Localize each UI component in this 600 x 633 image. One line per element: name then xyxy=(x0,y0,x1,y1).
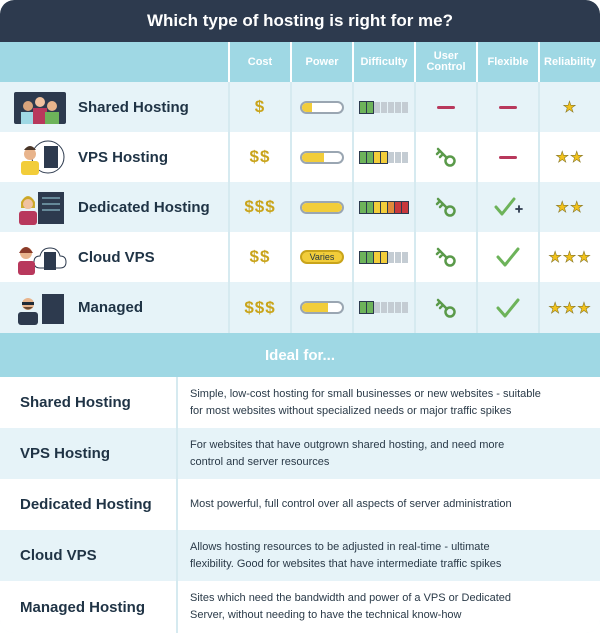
ideal-description xyxy=(176,581,586,633)
difficulty-segment xyxy=(367,302,373,313)
power-fill xyxy=(302,103,312,112)
difficulty-segment xyxy=(395,252,401,263)
flexible-cell xyxy=(476,182,538,232)
difficulty-segment xyxy=(388,152,394,163)
reliability-cell xyxy=(538,182,600,232)
row-name-cell xyxy=(0,82,228,132)
ideal-description-line: for most websites without specialized needs or major traffic spikes xyxy=(190,404,512,417)
column-header-user-control: User Control xyxy=(414,42,476,82)
reliability-cell xyxy=(538,82,600,132)
star-rating-icon: ★ xyxy=(562,99,578,116)
ideal-name: Shared Hosting xyxy=(20,394,131,411)
power-bar xyxy=(300,201,344,214)
row-label-vps-hosting: VPS Hosting xyxy=(78,148,169,166)
flexible-cell xyxy=(476,82,538,132)
power-cell xyxy=(290,282,352,333)
ideal-name: Managed Hosting xyxy=(20,598,146,616)
power-bar xyxy=(300,101,344,114)
row-label-cloud-vps: Cloud VPS xyxy=(78,248,155,266)
user-control-cell xyxy=(414,82,476,132)
check-plus-icon xyxy=(493,195,523,219)
key-icon xyxy=(434,245,458,269)
power-fill xyxy=(302,203,342,212)
cost-value: $$$ xyxy=(244,197,276,216)
difficulty-segment xyxy=(395,152,401,163)
table-row xyxy=(0,82,600,132)
row-name-cell xyxy=(0,182,228,232)
difficulty-segment xyxy=(402,202,408,213)
row-label-dedicated-hosting: Dedicated Hosting xyxy=(78,198,210,216)
difficulty-segment xyxy=(388,252,394,263)
column-header-reliability: Reliability xyxy=(538,42,600,82)
user-control-cell xyxy=(414,232,476,282)
power-bar xyxy=(300,151,344,164)
row-label-shared-hosting: Shared Hosting xyxy=(78,98,189,116)
cloud-vps-person-icon xyxy=(12,238,68,276)
ideal-description-line: control and server resources xyxy=(190,455,330,468)
shared-hosting-people-icon xyxy=(12,88,68,126)
difficulty-segment xyxy=(381,152,387,163)
difficulty-segment xyxy=(360,102,366,113)
no-dash-icon xyxy=(499,156,517,159)
list-item xyxy=(0,581,600,633)
cost-cell xyxy=(228,232,290,282)
difficulty-segment xyxy=(367,152,373,163)
difficulty-cell xyxy=(352,182,414,232)
star-rating-icon: ★★★ xyxy=(548,249,592,266)
ideal-description-line: Allows hosting resources to be adjusted in real-time - ultimate xyxy=(190,540,490,553)
ideal-description-line: Server, without needing to have the technical know-how xyxy=(190,609,462,621)
key-icon xyxy=(434,296,458,320)
difficulty-segment xyxy=(360,252,366,263)
flexible-cell xyxy=(476,232,538,282)
difficulty-segment xyxy=(388,202,394,213)
list-item xyxy=(0,377,600,428)
difficulty-meter xyxy=(360,252,408,263)
flexible-cell xyxy=(476,282,538,333)
difficulty-segment xyxy=(381,202,387,213)
difficulty-meter xyxy=(360,302,408,313)
difficulty-segment xyxy=(367,102,373,113)
difficulty-segment xyxy=(374,152,380,163)
no-dash-icon xyxy=(499,106,517,109)
difficulty-meter xyxy=(360,152,408,163)
difficulty-segment xyxy=(374,302,380,313)
difficulty-cell xyxy=(352,232,414,282)
column-header-cost: Cost xyxy=(228,42,290,82)
list-item xyxy=(0,479,600,530)
difficulty-segment xyxy=(395,102,401,113)
user-control-cell xyxy=(414,132,476,182)
row-name-cell xyxy=(0,282,228,332)
difficulty-cell xyxy=(352,82,414,132)
cost-value: $ xyxy=(254,97,266,116)
list-item xyxy=(0,428,600,479)
power-cell xyxy=(290,182,352,232)
ideal-description xyxy=(176,530,586,581)
power-cell xyxy=(290,132,352,182)
page-title: Which type of hosting is right for me? xyxy=(0,0,600,42)
ideal-name: VPS Hosting xyxy=(20,445,111,462)
star-rating-icon: ★★ xyxy=(555,199,585,216)
ideal-description-line: Simple, low-cost hosting for small businesses or new websites - suitable xyxy=(190,387,541,400)
reliability-cell xyxy=(538,282,600,333)
ideal-for-heading: Ideal for... xyxy=(0,333,600,377)
power-fill xyxy=(302,303,328,312)
difficulty-segment xyxy=(367,252,373,263)
user-control-cell xyxy=(414,182,476,232)
difficulty-segment xyxy=(381,252,387,263)
difficulty-segment xyxy=(388,102,394,113)
table-row xyxy=(0,132,600,182)
star-rating-icon: ★★★ xyxy=(548,299,592,317)
difficulty-segment xyxy=(402,252,408,263)
cost-value: $$$ xyxy=(244,297,276,317)
power-cell xyxy=(290,232,352,282)
difficulty-segment xyxy=(367,202,373,213)
difficulty-segment xyxy=(374,102,380,113)
ideal-description-line: Sites which need the bandwidth and power of a VPS or Dedicated xyxy=(190,592,512,604)
cost-value: $$ xyxy=(249,147,271,166)
reliability-cell xyxy=(538,132,600,182)
difficulty-segment xyxy=(402,152,408,163)
cost-cell xyxy=(228,82,290,132)
reliability-cell xyxy=(538,232,600,282)
comparison-table xyxy=(0,42,600,333)
difficulty-meter xyxy=(360,202,408,213)
table-header xyxy=(0,42,600,82)
difficulty-cell xyxy=(352,282,414,333)
cost-cell xyxy=(228,132,290,182)
ideal-description xyxy=(176,377,586,428)
row-name-cell xyxy=(0,232,228,282)
flexible-cell xyxy=(476,132,538,182)
column-header-power: Power xyxy=(290,42,352,82)
vps-person-server-icon xyxy=(12,138,68,176)
dedicated-person-server-icon xyxy=(12,188,68,226)
difficulty-segment xyxy=(395,302,401,313)
difficulty-segment xyxy=(381,102,387,113)
row-label-managed: Managed xyxy=(78,298,144,316)
managed-person-server-icon xyxy=(12,288,68,326)
ideal-description-line: Most powerful, full control over all aspects of server administration xyxy=(190,498,512,510)
table-row xyxy=(0,232,600,282)
cost-cell xyxy=(228,182,290,232)
cost-value: $$ xyxy=(249,247,271,266)
ideal-description xyxy=(176,428,586,479)
check-icon xyxy=(495,245,521,269)
ideal-name: Dedicated Hosting xyxy=(20,496,152,513)
key-icon xyxy=(434,145,458,169)
check-icon xyxy=(495,296,521,320)
column-header-difficulty: Difficulty xyxy=(352,42,414,82)
difficulty-segment xyxy=(395,202,401,213)
difficulty-segment xyxy=(360,302,366,313)
row-name-cell xyxy=(0,132,228,182)
power-bar xyxy=(300,301,344,314)
difficulty-segment xyxy=(360,152,366,163)
ideal-description-line: flexibility. Good for websites that have intermediate traffic spikes xyxy=(190,557,502,570)
difficulty-segment xyxy=(402,102,408,113)
difficulty-segment xyxy=(402,302,408,313)
table-row xyxy=(0,282,600,333)
list-item xyxy=(0,530,600,581)
star-rating-icon: ★★ xyxy=(555,149,585,166)
ideal-description-line: For websites that have outgrown shared hosting, and need more xyxy=(190,438,505,451)
ideal-name: Cloud VPS xyxy=(20,547,97,564)
no-dash-icon xyxy=(437,106,455,109)
user-control-cell xyxy=(414,282,476,333)
difficulty-segment xyxy=(374,252,380,263)
column-header-flexible: Flexible xyxy=(476,42,538,82)
table-row xyxy=(0,182,600,232)
difficulty-segment xyxy=(374,202,380,213)
key-icon xyxy=(434,195,458,219)
difficulty-segment xyxy=(360,202,366,213)
power-cell xyxy=(290,82,352,132)
power-fill xyxy=(302,153,324,162)
difficulty-meter xyxy=(360,102,408,113)
difficulty-cell xyxy=(352,132,414,182)
difficulty-segment xyxy=(381,302,387,313)
difficulty-segment xyxy=(388,302,394,313)
ideal-description xyxy=(176,479,586,530)
cost-cell xyxy=(228,282,290,333)
power-varies-badge: Varies xyxy=(300,250,344,264)
